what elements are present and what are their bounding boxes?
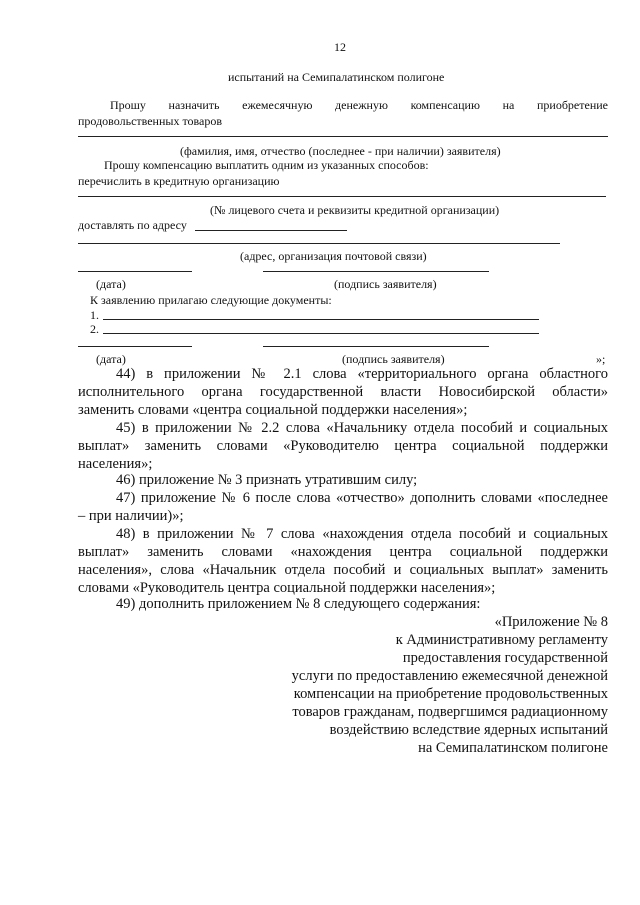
item-47-line-2: – при наличии)»;	[78, 508, 184, 524]
item-48-line-4: словами «Руководитель центра социальной поддержки населения»;	[78, 580, 496, 596]
annex-header-line-5: компенсации на приобретение продовольственных	[293, 686, 608, 702]
deliver-blank-line	[195, 230, 347, 231]
account-caption: (№ лицевого счета и реквизиты кредитной организации)	[210, 203, 500, 217]
request-line-2: продовольственных товаров	[78, 114, 223, 128]
attach-line: К заявлению прилагаю следующие документы:	[90, 293, 332, 307]
close-quote: »;	[596, 352, 606, 366]
account-blank-line	[78, 196, 606, 197]
annex-header-line-1: «Приложение № 8	[494, 614, 608, 630]
request-line-1: Прошу назначить ежемесячную денежную компенсацию на приобретение	[110, 98, 608, 112]
fio-blank-line	[78, 136, 608, 137]
item-49: 49) дополнить приложением № 8 следующего содержания:	[116, 596, 481, 612]
transfer-line: перечислить в кредитную организацию	[78, 174, 280, 188]
page-number: 12	[334, 40, 346, 54]
deliver-label: доставлять по адресу	[78, 218, 187, 232]
item-44-line-1: 44) в приложении № 2.1 слова «территориального органа областного	[116, 366, 608, 382]
item-48-line-2: выплат» заменить словами «нахождения центра социальной поддержки	[78, 544, 608, 560]
date-caption: (дата)	[96, 277, 126, 291]
annex-header-line-7: воздействию вследствие ядерных испытаний	[329, 722, 608, 738]
date-caption-2: (дата)	[96, 352, 126, 366]
top-line: испытаний на Семипалатинском полигоне	[228, 70, 445, 84]
item-47-line-1: 47) приложение № 6 после слова «отчество» дополнить словами «последнее	[116, 490, 608, 506]
signature-caption: (подпись заявителя)	[334, 277, 437, 291]
item-44-line-2: исполнительного органа государственной власти Новосибирской области»	[78, 384, 608, 400]
attach-item-2: 2.	[90, 322, 99, 336]
item-48-line-1: 48) в приложении № 7 слова «нахождения отдела пособий и социальных	[116, 526, 608, 542]
attach-item-1-line	[103, 319, 539, 320]
item-44-line-3: заменить словами «центра социальной поддержки населения»;	[78, 402, 468, 418]
address-caption: (адрес, организация почтовой связи)	[240, 249, 427, 263]
attach-item-1: 1.	[90, 308, 99, 322]
item-46: 46) приложение № 3 признать утратившим силу;	[116, 472, 418, 488]
signature-caption-2: (подпись заявителя)	[342, 352, 445, 366]
fio-caption: (фамилия, имя, отчество (последнее - при наличии) заявителя)	[180, 144, 501, 158]
payment-line: Прошу компенсацию выплатить одним из указанных способов:	[104, 158, 429, 172]
annex-header-line-4: услуги по предоставлению ежемесячной денежной	[291, 668, 608, 684]
annex-header-line-8: на Семипалатинском полигоне	[418, 740, 608, 756]
address-blank-line	[78, 243, 560, 244]
item-45-line-1: 45) в приложении № 2.2 слова «Начальнику отдела пособий и социальных	[116, 420, 608, 436]
item-45-line-3: населения»;	[78, 456, 153, 472]
annex-header-line-2: к Административному регламенту	[395, 632, 608, 648]
signature-blank-line-2	[263, 346, 489, 347]
item-45-line-2: выплат» заменить словами «Руководителю центра социальной поддержки	[78, 438, 608, 454]
annex-header-line-3: предоставления государственной	[402, 650, 608, 666]
date-blank-line-2	[78, 346, 192, 347]
item-48-line-3: населения», слова «Начальник отдела пособий и социальных выплат» заменить	[78, 562, 608, 578]
attach-item-2-line	[103, 333, 539, 334]
annex-header-line-6: товаров гражданам, подвергшимся радиационному	[292, 704, 608, 720]
signature-blank-line	[263, 271, 489, 272]
date-blank-line	[78, 271, 192, 272]
